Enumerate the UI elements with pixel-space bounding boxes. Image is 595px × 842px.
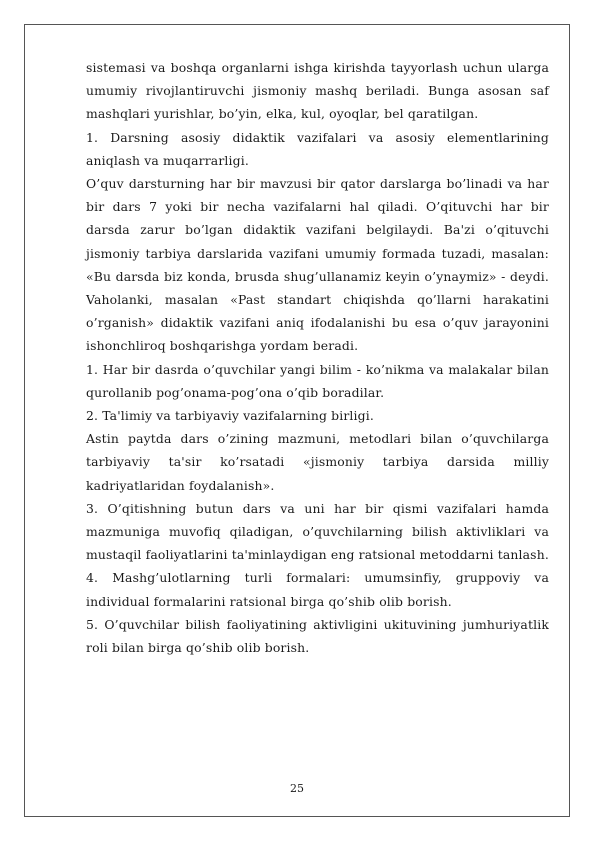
paragraph-intro: sistemasi va boshqa organlarni ishga kirishda tayyorlash uchun ularga umumiy rivojlantiruvchi jismoniy mashq beriladi. Bunga asosan saf mashqlari yurishlar, bo’yin, elka, kul, oyoqlar, bel qaratilgan. — [86, 60, 549, 122]
paragraph-item-1-knowledge: 1. Har bir dasrda o’quvchilar yangi bilim - ko’nikma va malakalar bilan qurollanib pog’onama-pog’ona o’qib boradilar. — [86, 361, 549, 400]
document-page — [24, 24, 570, 817]
page-body — [86, 56, 549, 659]
paragraph-item-5-activity: 5. O’quvchilar bilish faoliyatining aktivligini ukituvining jumhuriyatlik roli bilan birga qo’shib olib borish. — [86, 616, 549, 656]
paragraph-item-3-methods: 3. O’qitishning butun dars va uni har bir qismi vazifalari hamda mazmuniga muvofiq qiladigan, o’quvchilarning bilish aktivliklari va mustaqil faoliyatlarini ta'minlaydigan eng ratsional metoddarni tanlash. — [86, 500, 549, 563]
paragraph-educational-impact: Astin paytda dars o’zining mazmuni, metodlari bilan o’quvchilarga tarbiyaviy ta'sir ko’rsatadi «jismoniy tarbiya darsida milliy kadriyatlaridan foydalanish». — [86, 431, 549, 493]
paragraph-lesson-division: O’quv darsturning har bir mavzusi bir qator darslarga bo’linadi va har bir dars 7 yoki bir necha vazifalarni hal qiladi. O’qituvchi har bir darsda zarur bo’lgan didaktik vazifani belgilaydi. Ba'zi o’qituvchi jismoniy tarbiya darslarida vazifani umumiy formada tuzadi, masalan: «Bu darsda biz konda, brusda shug’ullanamiz keyin o’ynaymiz» - deydi. Vaholanki, masalan «Past standart chiqishda qo’llarni harakatini o’rganish» didaktik vazifani aniq ifodalanishi bu esa o’quv jarayonini ishonchliroq boshqarishga yordam beradi. — [86, 176, 549, 354]
page-number: 25 — [290, 782, 304, 795]
paragraph-item-4-forms: 4. Mashg’ulotlarning turli formalari: umumsinfiy, gruppoviy va individual formalarini ratsional birga qo’shib olib borish. — [86, 570, 549, 609]
paragraph-item-1-tasks: 1. Darsning asosiy didaktik vazifalari va asosiy elementlarining aniqlash va muqarrarligi. — [86, 129, 549, 168]
paragraph-item-2-unity: 2. Ta'limiy va tarbiyaviy vazifalarning birligi. — [86, 408, 374, 424]
